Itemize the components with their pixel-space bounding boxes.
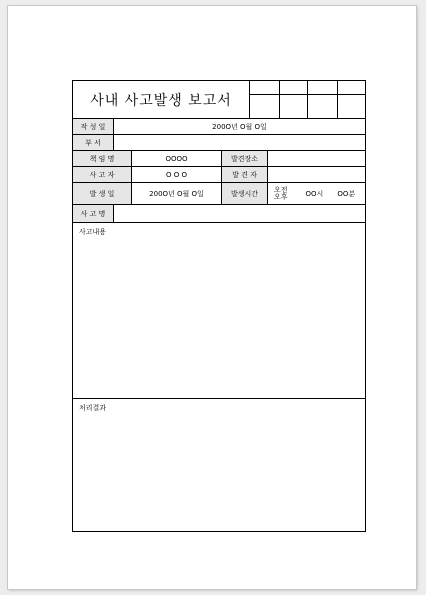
approval-sign-cell[interactable] (338, 95, 366, 119)
accident-report-form (72, 80, 366, 532)
place-value[interactable] (267, 151, 365, 166)
person-label: 사 고 자 (73, 167, 131, 182)
page-title: 사내 사고발생 보고서 (90, 92, 232, 109)
approval-header-cell (250, 81, 280, 95)
finder-label: 발 견 자 (221, 167, 267, 182)
person-value[interactable]: O O O (131, 167, 221, 182)
occur-time-value[interactable] (267, 183, 365, 204)
occur-time-min: OO분 (337, 189, 356, 198)
ampm-pm: 오후 (274, 192, 288, 201)
accident-name-row (73, 205, 365, 223)
approval-grid (249, 81, 365, 119)
occur-time-label: 발생시간 (221, 183, 267, 204)
department-value[interactable] (113, 135, 365, 150)
department-label: 부 서 (73, 135, 113, 150)
occur-row (73, 183, 365, 205)
approval-sign-cell[interactable] (280, 95, 308, 119)
result-row[interactable] (73, 399, 365, 531)
ampm-selector[interactable] (274, 187, 288, 201)
write-date-label: 작 성 일 (73, 119, 113, 134)
result-label: 처리결과 (79, 404, 107, 412)
responsible-row (73, 151, 365, 167)
title-row (73, 81, 365, 119)
content-row[interactable] (73, 223, 365, 399)
document-page (8, 6, 416, 589)
approval-header-cell (280, 81, 308, 95)
finder-value[interactable] (267, 167, 365, 182)
content-label: 사고내용 (79, 228, 107, 236)
occur-date-value[interactable]: 200O년 O월 O일 (131, 183, 221, 204)
occur-time-hour: OO시 (305, 189, 324, 198)
approval-sign-cell[interactable] (308, 95, 338, 119)
ampm-am: 오전 (274, 185, 288, 194)
occur-date-label: 발 생 일 (73, 183, 131, 204)
responsible-value[interactable]: OOOO (131, 151, 221, 166)
approval-header-cell (308, 81, 338, 95)
approval-sign-cell[interactable] (250, 95, 280, 119)
responsible-label: 책 임 명 (73, 151, 131, 166)
accident-name-value[interactable] (113, 205, 365, 222)
accident-name-label: 사 고 명 (73, 205, 113, 222)
place-label: 발견장소 (221, 151, 267, 166)
department-row (73, 135, 365, 151)
approval-header-cell (338, 81, 366, 95)
person-row (73, 167, 365, 183)
write-date-row (73, 119, 365, 135)
write-date-value[interactable]: 200O년 O월 O일 (113, 119, 365, 134)
